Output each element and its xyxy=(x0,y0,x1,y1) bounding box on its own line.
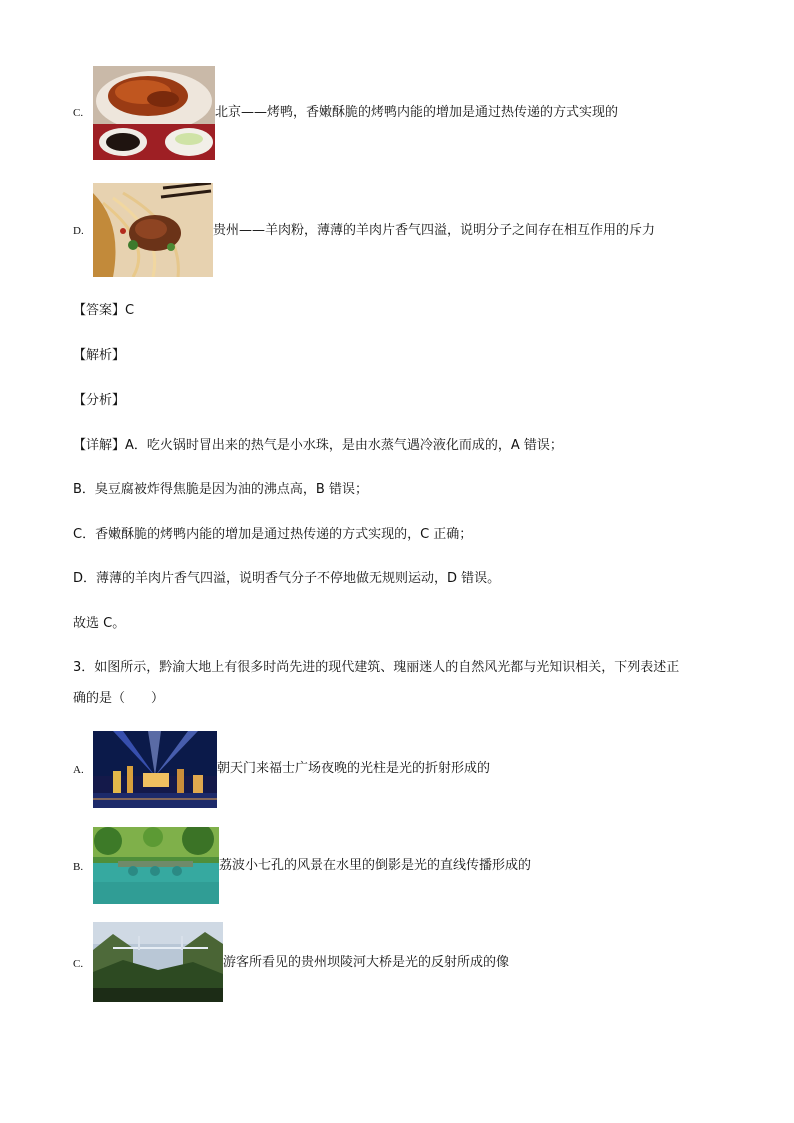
q3-option-c-text: 游客所看见的贵州坝陵河大桥是光的反射所成的像 xyxy=(223,955,510,970)
option-d-letter: D. xyxy=(73,225,84,237)
detail-text-a: A．吃火锅时冒出来的热气是小水珠，是由水蒸气遇冷液化而成的，A 错误； xyxy=(125,438,563,453)
answer-line xyxy=(73,302,134,320)
analysis-label: 【解析】 xyxy=(73,348,126,363)
mountain-bridge-image xyxy=(93,922,223,1002)
q3-option-a-text: 朝天门来福士广场夜晚的光柱是光的折射形成的 xyxy=(217,761,491,776)
roast-duck-image xyxy=(93,66,215,160)
option-c-text: 北京——烤鸭，香嫩酥脆的烤鸭内能的增加是通过热传递的方式实现的 xyxy=(215,105,619,120)
night-city-image xyxy=(93,731,217,808)
detail-label: 【详解】 xyxy=(73,438,126,453)
answer-value: C xyxy=(125,303,135,318)
q3-option-b-text: 荔波小七孔的风景在水里的倒影是光的直线传播形成的 xyxy=(219,858,532,873)
q3-option-b-letter: B. xyxy=(73,861,84,873)
question-3-line-2: 确的是（ ） xyxy=(73,691,165,706)
question-3-line-1: 3．如图所示，黔渝大地上有很多时尚先进的现代建筑、瑰丽迷人的自然风光都与光知识相关，下列表述正 xyxy=(73,660,680,675)
bridge-reflection-image xyxy=(93,827,219,904)
mutton-noodle-image xyxy=(93,183,213,277)
conclusion-line: 故选 C。 xyxy=(73,616,126,631)
option-c-letter: C. xyxy=(73,107,84,119)
q3-option-a-letter: A. xyxy=(73,764,84,776)
detail-line-b: B．臭豆腐被炸得焦脆是因为油的沸点高，B 错误； xyxy=(73,482,368,497)
answer-label: 【答案】 xyxy=(73,303,126,318)
option-d-text: 贵州——羊肉粉，薄薄的羊肉片香气四溢，说明分子之间存在相互作用的斥力 xyxy=(213,223,656,238)
fenxi-label: 【分析】 xyxy=(73,393,126,408)
detail-line-d: D．薄薄的羊肉片香气四溢，说明香气分子不停地做无规则运动，D 错误。 xyxy=(73,571,501,586)
q3-option-c-letter: C. xyxy=(73,958,84,970)
detail-line-c: C．香嫩酥脆的烤鸭内能的增加是通过热传递的方式实现的，C 正确； xyxy=(73,527,473,542)
detail-line-1 xyxy=(73,437,563,455)
